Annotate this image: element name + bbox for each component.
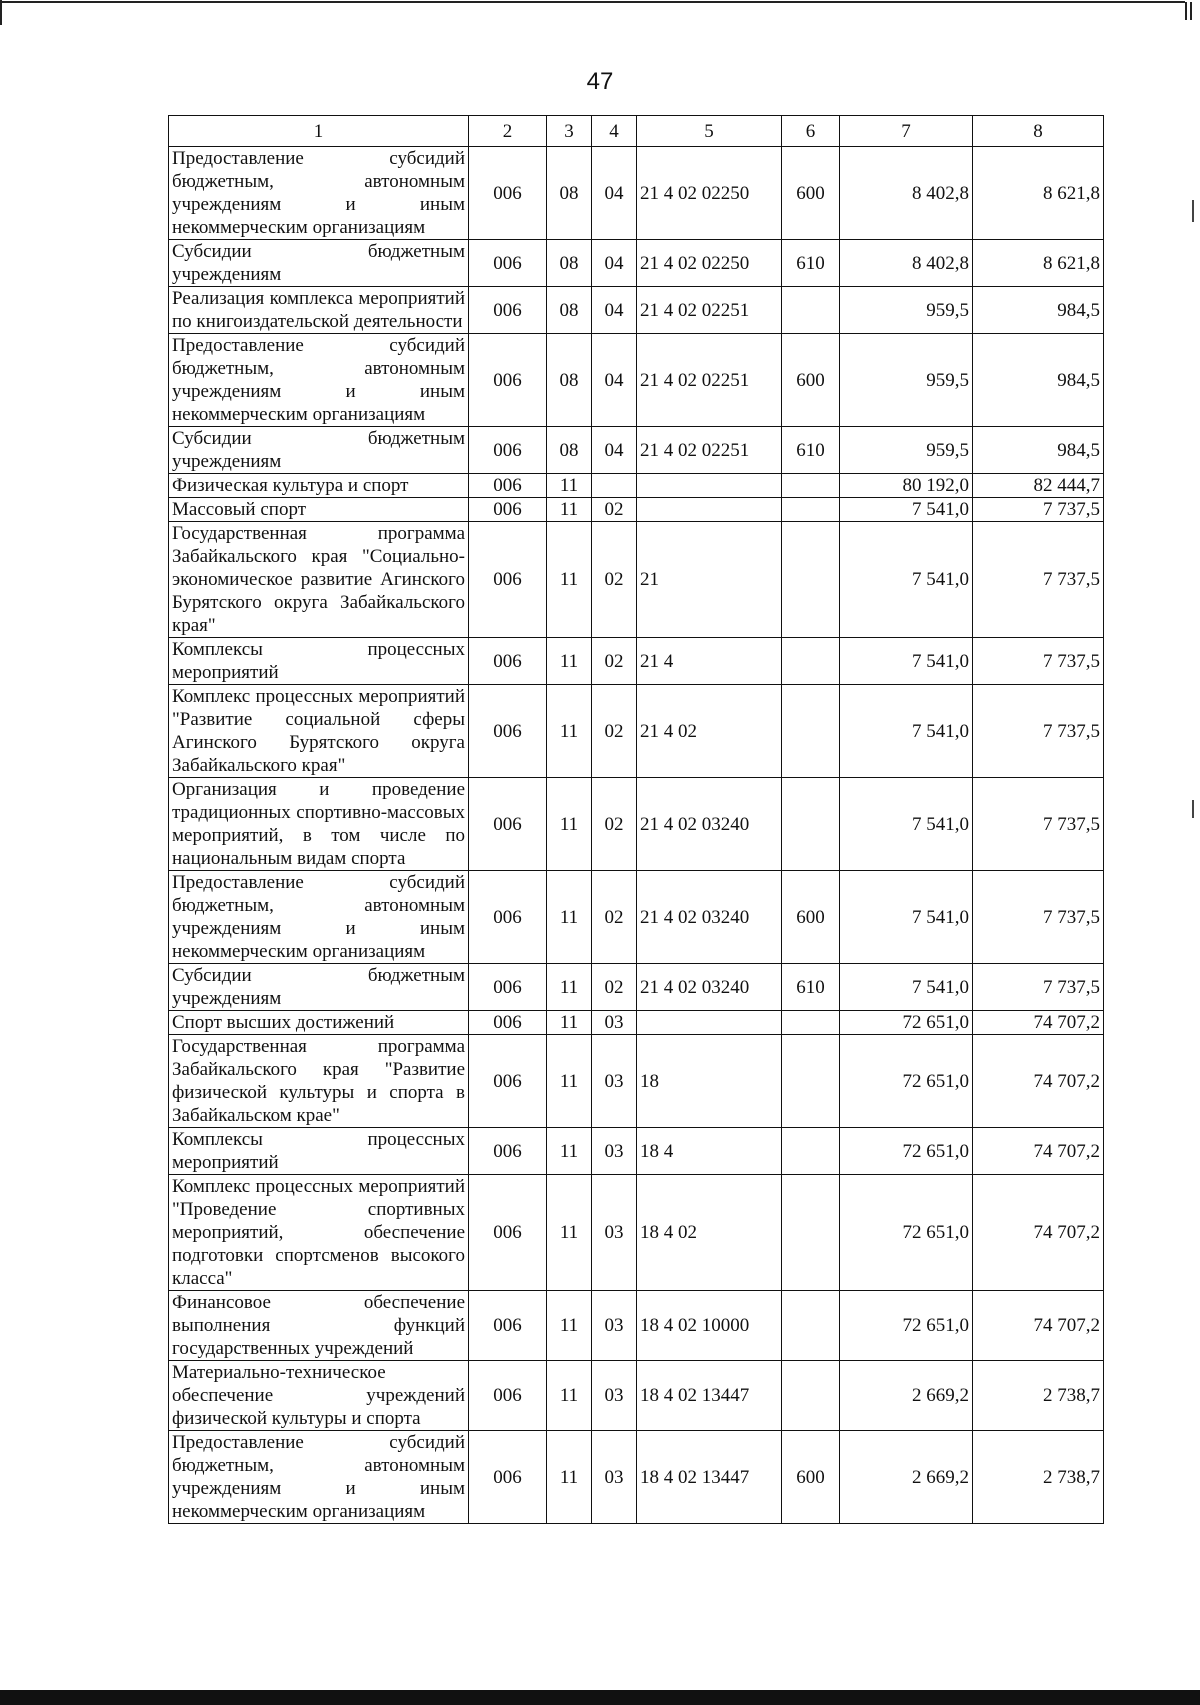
section-code-cell: 11	[547, 474, 592, 498]
table-row	[169, 1431, 1104, 1524]
row-name-cell: Массовый спорт	[169, 498, 469, 522]
row-name-cell: Физическая культура и спорт	[169, 474, 469, 498]
table-row	[169, 334, 1104, 427]
table-row	[169, 474, 1104, 498]
subsection-code-cell: 04	[592, 334, 637, 427]
expense-type-cell	[782, 1175, 840, 1291]
expense-type-cell: 610	[782, 240, 840, 287]
column-header: 2	[469, 116, 547, 147]
expense-type-cell: 610	[782, 427, 840, 474]
column-header: 4	[592, 116, 637, 147]
subsection-code-cell: 03	[592, 1361, 637, 1431]
amount-year2-cell: 74 707,2	[973, 1011, 1104, 1035]
table-row	[169, 1361, 1104, 1431]
section-code-cell: 11	[547, 964, 592, 1011]
expense-type-cell: 600	[782, 147, 840, 240]
amount-year1-cell: 72 651,0	[840, 1011, 973, 1035]
amount-year1-cell: 959,5	[840, 334, 973, 427]
expense-type-cell	[782, 1128, 840, 1175]
amount-year1-cell: 7 541,0	[840, 522, 973, 638]
expense-type-cell	[782, 498, 840, 522]
column-header: 8	[973, 116, 1104, 147]
target-article-cell: 21 4 02	[637, 685, 782, 778]
table-row	[169, 1035, 1104, 1128]
section-code-cell: 11	[547, 1431, 592, 1524]
ministry-code-cell: 006	[469, 474, 547, 498]
amount-year1-cell: 2 669,2	[840, 1361, 973, 1431]
amount-year1-cell: 7 541,0	[840, 498, 973, 522]
section-code-cell: 11	[547, 1291, 592, 1361]
amount-year1-cell: 959,5	[840, 427, 973, 474]
amount-year1-cell: 7 541,0	[840, 871, 973, 964]
expense-type-cell: 610	[782, 964, 840, 1011]
amount-year1-cell: 72 651,0	[840, 1128, 973, 1175]
amount-year2-cell: 7 737,5	[973, 778, 1104, 871]
row-name-cell: Комплекс процессных мероприятий "Развитие социальной сферы Агинского Бурятского округа Забайкальского края"	[169, 685, 469, 778]
amount-year2-cell: 74 707,2	[973, 1035, 1104, 1128]
column-header: 1	[169, 116, 469, 147]
scan-margin-mark	[1192, 200, 1194, 222]
expense-type-cell: 600	[782, 334, 840, 427]
subsection-code-cell: 03	[592, 1291, 637, 1361]
column-header: 5	[637, 116, 782, 147]
ministry-code-cell: 006	[469, 685, 547, 778]
amount-year2-cell: 74 707,2	[973, 1291, 1104, 1361]
table-row	[169, 871, 1104, 964]
subsection-code-cell: 02	[592, 522, 637, 638]
ministry-code-cell: 006	[469, 1361, 547, 1431]
table-row	[169, 685, 1104, 778]
budget-table	[168, 115, 1104, 1524]
ministry-code-cell: 006	[469, 638, 547, 685]
row-name-cell: Субсидии бюджетным учреждениям	[169, 240, 469, 287]
section-code-cell: 11	[547, 638, 592, 685]
expense-type-cell	[782, 638, 840, 685]
section-code-cell: 11	[547, 1011, 592, 1035]
subsection-code-cell: 03	[592, 1175, 637, 1291]
ministry-code-cell: 006	[469, 964, 547, 1011]
table-row	[169, 1175, 1104, 1291]
scan-left-border	[0, 0, 2, 25]
expense-type-cell	[782, 778, 840, 871]
scan-top-border	[0, 1, 1185, 3]
section-code-cell: 08	[547, 287, 592, 334]
target-article-cell	[637, 474, 782, 498]
target-article-cell: 21 4 02 03240	[637, 964, 782, 1011]
row-name-cell: Предоставление субсидий бюджетным, автономным учреждениям и иным некоммерческим организациям	[169, 871, 469, 964]
row-name-cell: Реализация комплекса мероприятий по книгоиздательской деятельности	[169, 287, 469, 334]
section-code-cell: 08	[547, 240, 592, 287]
amount-year1-cell: 7 541,0	[840, 638, 973, 685]
table-header-row	[169, 116, 1104, 147]
expense-type-cell	[782, 287, 840, 334]
amount-year2-cell: 7 737,5	[973, 498, 1104, 522]
row-name-cell: Финансовое обеспечение выполнения функций государственных учреждений	[169, 1291, 469, 1361]
row-name-cell: Комплекс процессных мероприятий "Проведение спортивных мероприятий, обеспечение подготовки спортсменов высокого класса"	[169, 1175, 469, 1291]
ministry-code-cell: 006	[469, 871, 547, 964]
ministry-code-cell: 006	[469, 778, 547, 871]
expense-type-cell	[782, 1291, 840, 1361]
table-row	[169, 1011, 1104, 1035]
ministry-code-cell: 006	[469, 287, 547, 334]
section-code-cell: 11	[547, 1361, 592, 1431]
target-article-cell: 21 4 02 02251	[637, 427, 782, 474]
amount-year1-cell: 8 402,8	[840, 147, 973, 240]
subsection-code-cell: 04	[592, 240, 637, 287]
ministry-code-cell: 006	[469, 1431, 547, 1524]
subsection-code-cell: 03	[592, 1431, 637, 1524]
amount-year2-cell: 984,5	[973, 287, 1104, 334]
subsection-code-cell: 04	[592, 427, 637, 474]
expense-type-cell: 600	[782, 871, 840, 964]
table-row	[169, 522, 1104, 638]
row-name-cell: Субсидии бюджетным учреждениям	[169, 964, 469, 1011]
target-article-cell: 18 4	[637, 1128, 782, 1175]
row-name-cell: Организация и проведение традиционных спортивно-массовых мероприятий, в том числе по национальным видам спорта	[169, 778, 469, 871]
expense-type-cell	[782, 474, 840, 498]
amount-year2-cell: 8 621,8	[973, 240, 1104, 287]
section-code-cell: 11	[547, 1035, 592, 1128]
amount-year2-cell: 7 737,5	[973, 638, 1104, 685]
row-name-cell: Предоставление субсидий бюджетным, автономным учреждениям и иным некоммерческим организациям	[169, 147, 469, 240]
section-code-cell: 11	[547, 498, 592, 522]
table-row	[169, 147, 1104, 240]
table-body	[169, 147, 1104, 1524]
amount-year2-cell: 74 707,2	[973, 1128, 1104, 1175]
target-article-cell	[637, 1011, 782, 1035]
table-row	[169, 778, 1104, 871]
subsection-code-cell: 02	[592, 871, 637, 964]
amount-year2-cell: 2 738,7	[973, 1431, 1104, 1524]
ministry-code-cell: 006	[469, 1128, 547, 1175]
amount-year1-cell: 959,5	[840, 287, 973, 334]
amount-year1-cell: 7 541,0	[840, 964, 973, 1011]
subsection-code-cell: 04	[592, 147, 637, 240]
expense-type-cell	[782, 685, 840, 778]
amount-year1-cell: 2 669,2	[840, 1431, 973, 1524]
subsection-code-cell: 03	[592, 1035, 637, 1128]
section-code-cell: 08	[547, 147, 592, 240]
subsection-code-cell: 02	[592, 964, 637, 1011]
column-header: 7	[840, 116, 973, 147]
row-name-cell: Субсидии бюджетным учреждениям	[169, 427, 469, 474]
ministry-code-cell: 006	[469, 334, 547, 427]
target-article-cell: 18 4 02 13447	[637, 1431, 782, 1524]
row-name-cell: Спорт высших достижений	[169, 1011, 469, 1035]
section-code-cell: 08	[547, 427, 592, 474]
amount-year1-cell: 72 651,0	[840, 1035, 973, 1128]
table-row	[169, 498, 1104, 522]
row-name-cell: Комплексы процессных мероприятий	[169, 1128, 469, 1175]
section-code-cell: 08	[547, 334, 592, 427]
section-code-cell: 11	[547, 778, 592, 871]
target-article-cell: 18 4 02 10000	[637, 1291, 782, 1361]
ministry-code-cell: 006	[469, 147, 547, 240]
ministry-code-cell: 006	[469, 1175, 547, 1291]
amount-year1-cell: 72 651,0	[840, 1291, 973, 1361]
subsection-code-cell: 02	[592, 498, 637, 522]
target-article-cell: 21 4 02 03240	[637, 871, 782, 964]
amount-year2-cell: 8 621,8	[973, 147, 1104, 240]
subsection-code-cell: 02	[592, 778, 637, 871]
target-article-cell: 18 4 02 13447	[637, 1361, 782, 1431]
ministry-code-cell: 006	[469, 1011, 547, 1035]
table-row	[169, 240, 1104, 287]
target-article-cell: 21 4 02 02251	[637, 334, 782, 427]
expense-type-cell	[782, 1035, 840, 1128]
ministry-code-cell: 006	[469, 1291, 547, 1361]
table-row	[169, 964, 1104, 1011]
target-article-cell	[637, 498, 782, 522]
page-number: 47	[586, 68, 614, 95]
section-code-cell: 11	[547, 522, 592, 638]
row-name-cell: Материально-техническое обеспечение учреждений физической культуры и спорта	[169, 1361, 469, 1431]
ministry-code-cell: 006	[469, 522, 547, 638]
table-row	[169, 1291, 1104, 1361]
amount-year1-cell: 7 541,0	[840, 778, 973, 871]
target-article-cell: 21	[637, 522, 782, 638]
amount-year2-cell: 82 444,7	[973, 474, 1104, 498]
table-row	[169, 287, 1104, 334]
amount-year2-cell: 984,5	[973, 334, 1104, 427]
scan-margin-mark	[1192, 800, 1194, 818]
subsection-code-cell	[592, 474, 637, 498]
amount-year2-cell: 7 737,5	[973, 522, 1104, 638]
row-name-cell: Предоставление субсидий бюджетным, автономным учреждениям и иным некоммерческим организациям	[169, 334, 469, 427]
target-article-cell: 21 4 02 02250	[637, 147, 782, 240]
expense-type-cell	[782, 1011, 840, 1035]
column-header: 3	[547, 116, 592, 147]
subsection-code-cell: 04	[592, 287, 637, 334]
amount-year2-cell: 984,5	[973, 427, 1104, 474]
table-row	[169, 638, 1104, 685]
amount-year2-cell: 7 737,5	[973, 685, 1104, 778]
amount-year2-cell: 2 738,7	[973, 1361, 1104, 1431]
scan-corner-mark	[1185, 2, 1192, 20]
amount-year1-cell: 8 402,8	[840, 240, 973, 287]
ministry-code-cell: 006	[469, 427, 547, 474]
expense-type-cell: 600	[782, 1431, 840, 1524]
section-code-cell: 11	[547, 871, 592, 964]
scan-bottom-border	[0, 1690, 1200, 1705]
row-name-cell: Комплексы процессных мероприятий	[169, 638, 469, 685]
target-article-cell: 18	[637, 1035, 782, 1128]
table-row	[169, 1128, 1104, 1175]
subsection-code-cell: 02	[592, 685, 637, 778]
row-name-cell: Предоставление субсидий бюджетным, автономным учреждениям и иным некоммерческим организациям	[169, 1431, 469, 1524]
column-header: 6	[782, 116, 840, 147]
ministry-code-cell: 006	[469, 240, 547, 287]
ministry-code-cell: 006	[469, 1035, 547, 1128]
row-name-cell: Государственная программа Забайкальского края "Социально-экономическое развитие Агинского Бурятского округа Забайкальского края"	[169, 522, 469, 638]
amount-year2-cell: 7 737,5	[973, 964, 1104, 1011]
section-code-cell: 11	[547, 685, 592, 778]
row-name-cell: Государственная программа Забайкальского края "Развитие физической культуры и спорта в Забайкальском крае"	[169, 1035, 469, 1128]
target-article-cell: 18 4 02	[637, 1175, 782, 1291]
amount-year2-cell: 7 737,5	[973, 871, 1104, 964]
section-code-cell: 11	[547, 1175, 592, 1291]
amount-year1-cell: 7 541,0	[840, 685, 973, 778]
table-row	[169, 427, 1104, 474]
amount-year1-cell: 72 651,0	[840, 1175, 973, 1291]
target-article-cell: 21 4	[637, 638, 782, 685]
subsection-code-cell: 02	[592, 638, 637, 685]
subsection-code-cell: 03	[592, 1011, 637, 1035]
expense-type-cell	[782, 1361, 840, 1431]
target-article-cell: 21 4 02 03240	[637, 778, 782, 871]
target-article-cell: 21 4 02 02250	[637, 240, 782, 287]
amount-year2-cell: 74 707,2	[973, 1175, 1104, 1291]
ministry-code-cell: 006	[469, 498, 547, 522]
section-code-cell: 11	[547, 1128, 592, 1175]
amount-year1-cell: 80 192,0	[840, 474, 973, 498]
target-article-cell: 21 4 02 02251	[637, 287, 782, 334]
expense-type-cell	[782, 522, 840, 638]
subsection-code-cell: 03	[592, 1128, 637, 1175]
